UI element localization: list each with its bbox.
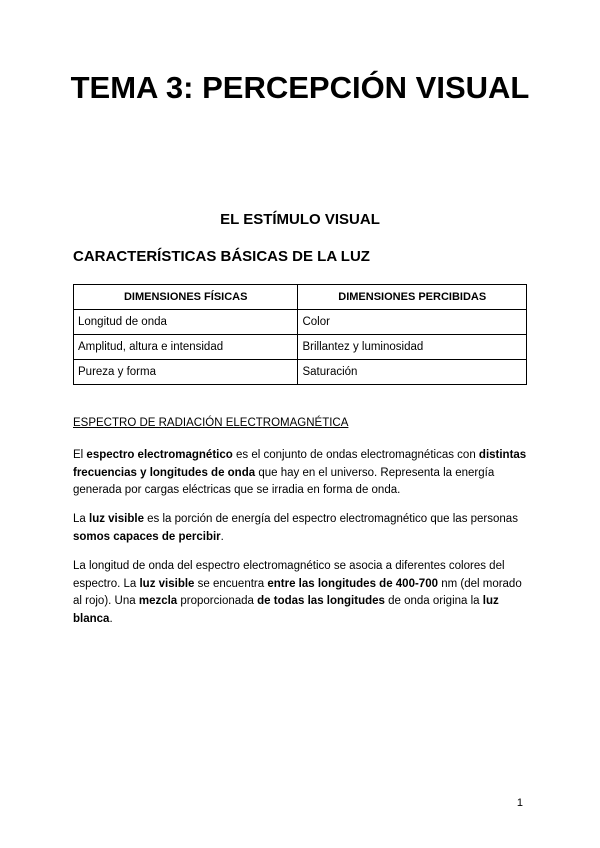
table-row (74, 360, 527, 385)
table-row (74, 335, 527, 360)
section-title: EL ESTÍMULO VISUAL (220, 211, 380, 228)
table-cell: Longitud de onda (74, 310, 298, 335)
table-header-cell: DIMENSIONES PERCIBIDAS (298, 285, 527, 310)
table-header-cell: DIMENSIONES FÍSICAS (74, 285, 298, 310)
paragraph-visible-light: La luz visible es la porción de energía del espectro electromagnético que las personas somos capaces de percibir. (73, 513, 518, 543)
table-cell: Pureza y forma (74, 360, 298, 385)
page-title: TEMA 3: PERCEPCIÓN VISUAL (70, 70, 530, 105)
page-number: 1 (516, 797, 523, 809)
dimensions-table (73, 284, 527, 385)
paragraph-spectrum-definition: El espectro electromagnético es el conjunto de ondas electromagnéticas con distintas frecuencias y longitudes de onda que hay en el universo. Representa la energía generada por cargas eléctricas que se irradia en forma de onda. (73, 449, 527, 496)
table-row (74, 310, 527, 335)
subsection-title: CARACTERÍSTICAS BÁSICAS DE LA LUZ (73, 248, 370, 265)
table-cell: Color (298, 310, 527, 335)
table-cell: Brillantez y luminosidad (298, 335, 527, 360)
paragraph-wavelength: La longitud de onda del espectro electromagnético se asocia a diferentes colores del espectro. La luz visible se encuentra entre las longitudes de 400-700 nm (del morado al rojo). Una mezcla proporcionada de todas las longitudes de onda origina la luz blanca. (73, 560, 522, 625)
table-header-row (74, 285, 527, 310)
table-cell: Saturación (298, 360, 527, 385)
table-cell: Amplitud, altura e intensidad (74, 335, 298, 360)
spectrum-heading: ESPECTRO DE RADIACIÓN ELECTROMAGNÉTICA (73, 417, 349, 429)
